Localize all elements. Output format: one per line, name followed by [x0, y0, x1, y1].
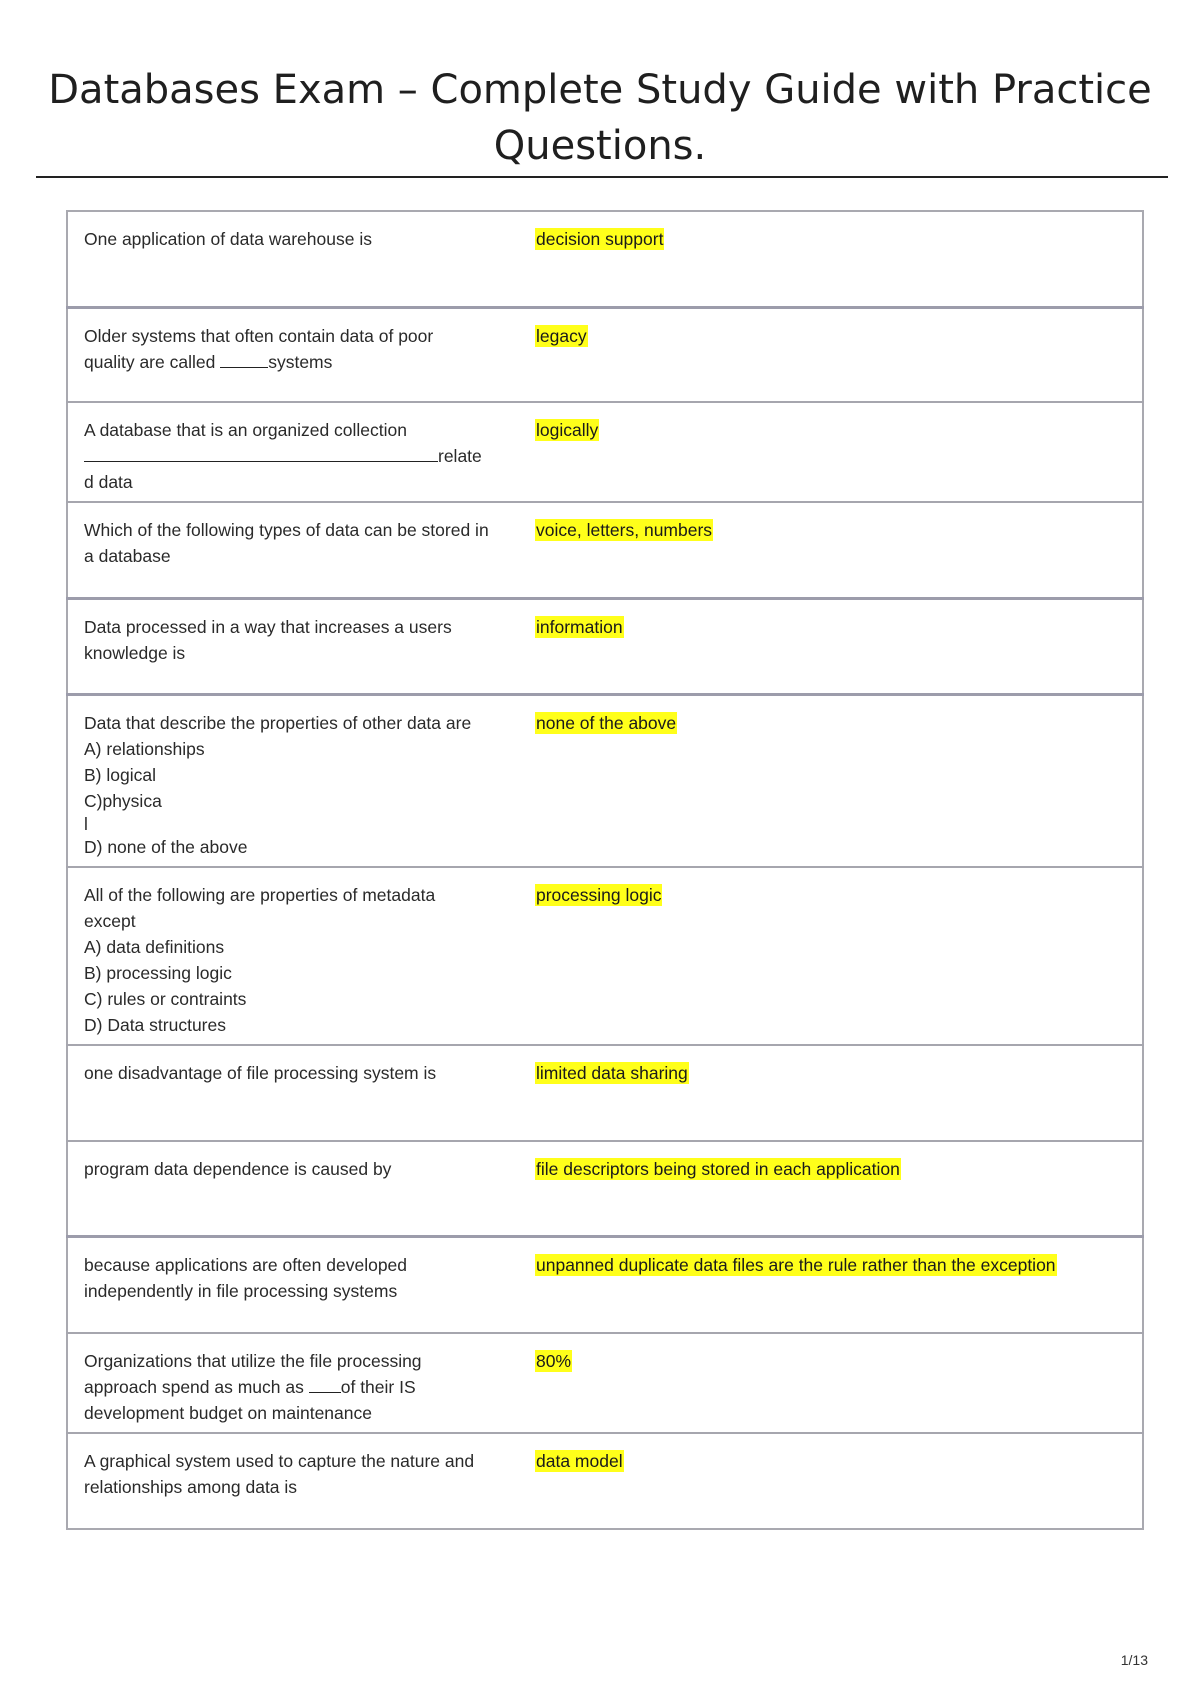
table-row: [67, 598, 1143, 694]
question-cell: [67, 1141, 527, 1237]
question-text: Organizations that utilize the file processing: [84, 1350, 422, 1371]
fill-blank: [84, 447, 438, 462]
question-text: Data that describe the properties of other data are: [84, 712, 472, 733]
question-cell: [67, 598, 527, 694]
table-row: [67, 307, 1143, 402]
table-row: [67, 1433, 1143, 1529]
question-text: because applications are often developed: [84, 1255, 408, 1275]
answer-highlight: data model: [536, 1450, 623, 1471]
fill-blank: [220, 353, 268, 368]
answer-cell: [527, 1333, 1143, 1433]
answer-highlight: decision support: [536, 229, 664, 249]
question-text: Which of the following types of data can be stored in: [84, 520, 489, 540]
question-text: program data dependence is caused by: [84, 1158, 392, 1179]
answer-cell: [527, 1237, 1143, 1333]
question-cell: [67, 307, 527, 402]
question-text-line: approach spend as much as of their IS: [84, 1376, 416, 1397]
question-text-line: knowledge is: [84, 642, 186, 663]
answer-highlight: logically: [536, 420, 599, 440]
answer-highlight: legacy: [536, 325, 587, 346]
question-cell: [67, 1433, 527, 1529]
question-cell: [67, 694, 527, 867]
question-text-line: development budget on maintenance: [84, 1402, 372, 1423]
option-c-wrap: l: [84, 813, 88, 834]
option-a: A) relationships: [84, 738, 205, 759]
answer-highlight: limited data sharing: [536, 1062, 688, 1083]
answer-cell: [527, 402, 1143, 502]
question-cell: [67, 867, 527, 1045]
answer-cell: [527, 1045, 1143, 1141]
answer-cell: [527, 694, 1143, 867]
page-number: 1/13: [1120, 1652, 1148, 1668]
option-b: B) processing logic: [84, 962, 232, 983]
question-text: A graphical system used to capture the nature and: [84, 1450, 475, 1471]
fill-blank: [309, 1378, 341, 1393]
table-row: [67, 1237, 1143, 1333]
question-cell: [67, 402, 527, 502]
question-cell: [67, 1045, 527, 1141]
answer-highlight: none of the above: [536, 712, 677, 733]
table-row: [67, 211, 1143, 307]
question-text: All of the following are properties of metadata: [84, 884, 436, 905]
table-row: [67, 1045, 1143, 1141]
table-row: [67, 502, 1143, 598]
question-cell: [67, 211, 527, 307]
option-b: B) logical: [84, 764, 156, 785]
answer-highlight: information: [536, 616, 623, 637]
table-row: [67, 1333, 1143, 1433]
answer-cell: [527, 867, 1143, 1045]
question-cell: [67, 1237, 527, 1333]
table-row: [67, 694, 1143, 867]
question-text-line: relationships among data is: [84, 1476, 298, 1497]
table-row: [67, 402, 1143, 502]
question-text-line: quality are called systems: [84, 351, 333, 372]
qa-table: [66, 210, 1144, 1530]
table-row: [67, 1141, 1143, 1237]
answer-cell: [527, 598, 1143, 694]
answer-cell: [527, 1433, 1143, 1529]
question-cell: [67, 1333, 527, 1433]
title-line-1: Databases Exam – Complete Study Guide with Practice: [48, 67, 1152, 113]
answer-cell: [527, 502, 1143, 598]
answer-cell: [527, 307, 1143, 402]
option-d: D) none of the above: [84, 836, 248, 857]
option-a: A) data definitions: [84, 936, 225, 957]
question-text-line: except: [84, 910, 136, 931]
answer-cell: [527, 211, 1143, 307]
question-text: one disadvantage of file processing system is: [84, 1062, 437, 1083]
question-text: One application of data warehouse is: [84, 229, 372, 249]
option-c: C) rules or contraints: [84, 988, 247, 1009]
answer-highlight: processing logic: [536, 884, 662, 905]
document-title: [40, 62, 1160, 174]
title-divider: [36, 176, 1168, 178]
question-text-line: a database: [84, 546, 171, 566]
answer-highlight: 80%: [536, 1350, 572, 1371]
answer-highlight: file descriptors being stored in each application: [536, 1158, 900, 1179]
option-d: D) Data structures: [84, 1014, 226, 1035]
question-cell: [67, 502, 527, 598]
question-text: A database that is an organized collection: [84, 420, 407, 440]
question-text: Older systems that often contain data of poor: [84, 325, 434, 346]
title-line-2: Questions.: [493, 123, 707, 169]
table-row: [67, 867, 1143, 1045]
option-c: C)physica: [84, 790, 162, 811]
answer-cell: [527, 1141, 1143, 1237]
answer-highlight: unpanned duplicate data files are the rule rather than the exception: [536, 1255, 1056, 1275]
question-text: Data processed in a way that increases a users: [84, 616, 452, 637]
question-text-line: relate: [84, 443, 511, 469]
answer-highlight: voice, letters, numbers: [536, 520, 713, 540]
question-text-line: d data: [84, 472, 133, 492]
question-text-line: independently in file processing systems: [84, 1281, 398, 1301]
